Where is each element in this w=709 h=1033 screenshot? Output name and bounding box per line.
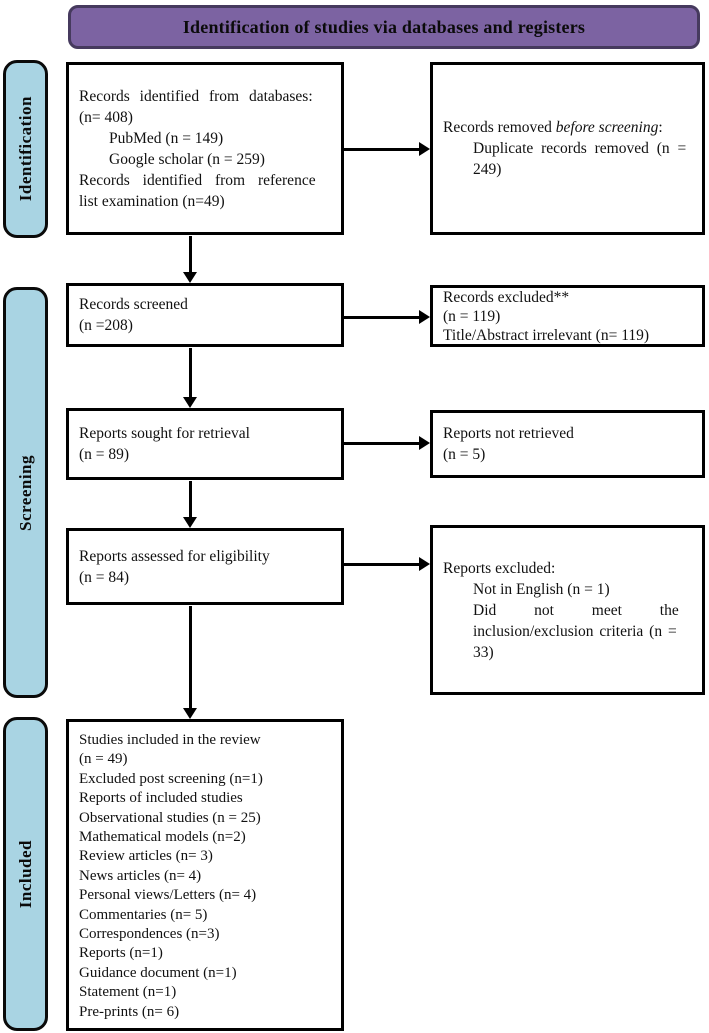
diagram-title-banner [68, 5, 700, 49]
text-line: Google scholar (n = 259) [109, 150, 265, 168]
arrow-screened-to-excluded [344, 316, 419, 319]
reports-assessed-box [66, 528, 344, 605]
text-line: Reports (n=1) [79, 945, 163, 962]
text-part: Records removed [443, 119, 556, 136]
text-line: (n= 408) [79, 108, 133, 126]
text-line: Mathematical models (n=2) [79, 829, 246, 846]
text-line: Not in English (n = 1) [473, 580, 610, 598]
stage-label-identification [3, 60, 48, 238]
text-line: Duplicate records removed (n = [473, 140, 687, 157]
text-line: 249) [473, 161, 502, 178]
text-line: Review articles (n= 3) [79, 848, 213, 865]
studies-included-box [66, 719, 344, 1031]
text-line: (n = 119) [443, 307, 501, 325]
diagram-title: Identification of studies via databases and registers [182, 16, 586, 37]
text-line: Reports assessed for eligibility [79, 547, 270, 565]
text-line: Guidance document (n=1) [79, 964, 237, 981]
records-screened-box [66, 283, 344, 347]
text-line: Reports sought for retrieval [79, 425, 250, 442]
text-line: Records identified from databases: [79, 87, 313, 105]
records-excluded-box [430, 285, 705, 347]
text-line: Studies included in the review [79, 732, 261, 748]
arrow-screened-to-sought [189, 348, 192, 398]
text-line: inclusion/exclusion criteria (n = [473, 622, 677, 640]
text-line: 33) [473, 643, 494, 661]
text-line: list examination (n=49) [79, 192, 225, 210]
arrow-identified-to-removed [344, 148, 419, 151]
text-line: (n =208) [79, 317, 133, 334]
text-line: Reports of included studies [79, 790, 243, 807]
text-line: Reports not retrieved [443, 425, 574, 442]
text-line: (n = 5) [443, 446, 486, 463]
text-line: Records excluded** [443, 288, 570, 306]
text-line: Excluded post screening (n=1) [79, 770, 263, 787]
arrow-sought-to-not-retrieved [344, 442, 419, 445]
text-line: Personal views/Letters (n= 4) [79, 887, 257, 904]
text-line: Observational studies (n = 25) [79, 809, 261, 826]
reports-sought-box [66, 408, 344, 480]
arrow-sought-to-assessed [189, 481, 192, 518]
stage-label-text: Identification [15, 96, 35, 202]
text-line: Reports excluded: [443, 559, 556, 577]
records-removed-box [430, 62, 705, 235]
text-line: (n = 89) [79, 446, 130, 463]
text-line: Records identified from reference [79, 171, 316, 189]
text-part: : [658, 119, 663, 136]
records-identified-box [66, 62, 344, 235]
text-line: Statement (n=1) [79, 984, 177, 1001]
text-line: (n = 84) [79, 568, 130, 586]
stage-label-text: Included [15, 839, 35, 909]
stage-label-included [3, 717, 48, 1031]
text-line: (n = 49) [79, 751, 128, 768]
text-line: News articles (n= 4) [79, 867, 202, 884]
stage-label-screening [3, 287, 48, 698]
arrow-assessed-to-excluded [344, 563, 419, 566]
text-line [443, 117, 692, 138]
text-line: Correspondences (n=3) [79, 926, 220, 943]
reports-excluded-box [430, 525, 705, 695]
text-line: Title/Abstract irrelevant (n= 119) [443, 326, 650, 344]
text-line: Pre-prints (n= 6) [79, 1003, 180, 1020]
stage-label-text: Screening [15, 454, 35, 531]
text-line: PubMed (n = 149) [109, 129, 224, 147]
text-line: Commentaries (n= 5) [79, 906, 208, 923]
text-part-italic: before screening [555, 119, 659, 136]
arrow-assessed-to-included [189, 606, 192, 709]
reports-not-retrieved-box [430, 410, 705, 478]
text-line: Did not meet the [473, 601, 679, 619]
arrow-identified-to-screened [189, 236, 192, 273]
text-line: Records screened [79, 296, 188, 313]
